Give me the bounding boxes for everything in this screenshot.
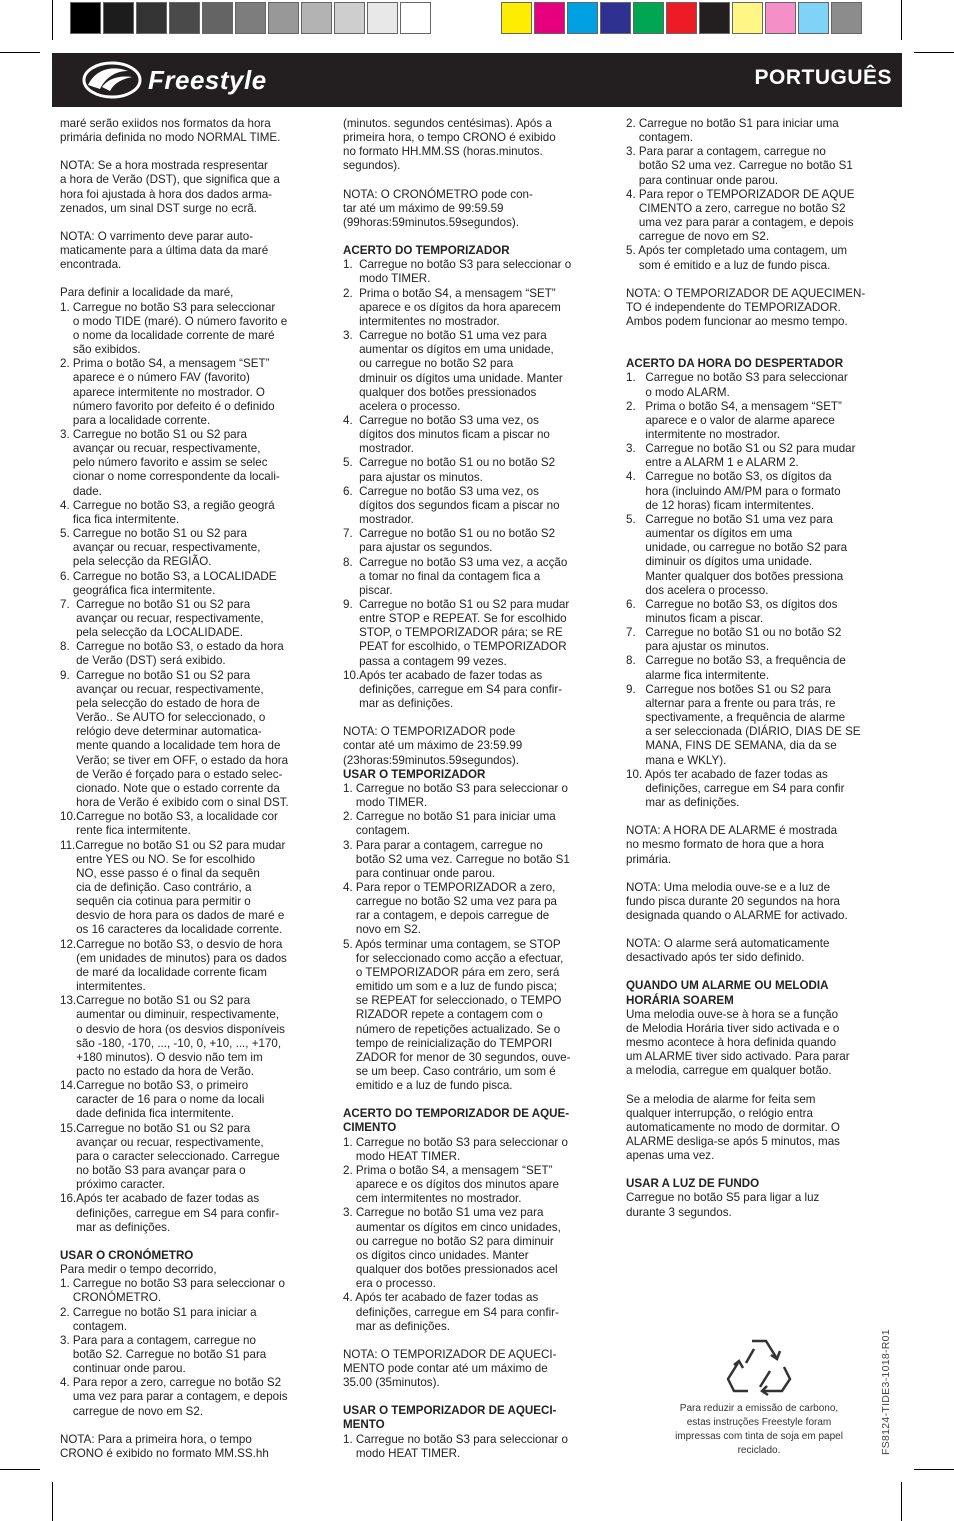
section-heading: USAR O TEMPORIZADOR [343,767,486,781]
paragraph: NOTA: O TEMPORIZADOR DE AQUECIMEN- TO é independente do TEMPORIZADOR. Ambos podem funcionar ao mesmo tempo. [626,286,866,329]
gray-swatch [70,2,101,34]
paragraph: NOTA: Para a primeira hora, o tempo CRONO é exibido no formato MM.SS.hh [60,1432,269,1460]
color-swatch [732,2,763,34]
paragraph-spacer [626,1163,894,1177]
recycle-notice [645,1335,873,1458]
paragraph-spacer [343,1390,611,1404]
paragraph: Para definir a localidade da maré, 1. Carregue no botão S3 para seleccionar o modo TIDE (maré). O número favorito e o nome da localidade corrente de maré são exibidos. 2. Prima o botão S4, a mensagem “SET” aparece e o número FAV (favorito) aparece intermitente no mostrador. O número favorito por defeito é o definido para a localidade corrente. 3. Carregue no botão S1 ou S2 para avançar ou recuar, respectivamente, pelo número favorito e assim se selec cionar o nome correspondente da locali- dade. 4. Carregue no botão S3, a região geográ fica fica intermitente. 5. Carregue no botão S1 ou S2 para avançar ou recuar, respectivamente, pela selecção da REGIÃO. 6. Carregue no botão S3, a LOCALIDADE geográfica fica intermitente. 7. Carregue no botão S1 ou S2 para avançar ou recuar, respectivamente, pela selecção da LOCALIDADE. 8. Carregue no botão S3, o estado da hora de Verão (DST) será exibido. 9. Carregue no botão S1 ou S2 para avançar ou recuar, respectivamente, pela selecção do estado de hora de Verão.. Se AUTO for seleccionado, o relógio deve determinar automatica- mente quando a localidade tem hora de Verão; se tiver em OFF, o estado da hora de Verão é forçado para o estado selec- cionado. Note que o estado corrente da hora de Verão é exibido com o sinal DST. 10.Carregue no botão S3, a localidade cor rente fica intermitente. 11.Carregue no botão S1 ou S2 para mudar entre YES ou NO. Se for escolhido NO, esse passo é o final da sequên cia de definição. Caso contrário, a sequên cia cotinua para permitir o desvio de hora para os dados de maré e os 16 caracteres da localidade corrente. 12.Carregue no botão S3, o desvio de hora (em unidades de minutos) para os dados de maré da localidade corrente ficam intermitentes. 13.Carregue no botão S1 ou S2 para aumentar ou diminuir, respectivamente, o desvio de hora (os desvios disponíveis são -180, -170, ..., -10, 0, +10, ..., +170, +180 minutos). O desvio não tem im pacto no estado da hora de Verão. 14.Carregue no botão S3, o primeiro caracter de 16 para o nome da locali dade definida fica intermitente. 15.Carregue no botão S1 ou S2 para avançar ou recuar, respectivamente, para o caracter seleccionado. Carregue no botão S3 para avançar para o próximo caracter. 16.Após ter acabado de fazer todas as definições, carregue em S4 para confir- mar as definições. [60,286,289,1234]
paragraph: 1. Carregue no botão S3 para seleccionar o modo HEAT TIMER. [343,1432,568,1460]
paragraph: 1. Carregue no botão S3 para seleccionar o modo TIMER. 2. Prima o botão S4, a mensagem “SET” aparece e os dígitos da hora aparecem intermitentes no mostrador. 3. Carregue no botão S1 uma vez para aumentar os dígitos em uma unidade, ou carregue no botão S2 para dminuir os dígitos uma unidade. Manter qualquer dos botões pressionados acelera o processo. 4. Carregue no botão S3 uma vez, os dígitos dos minutos ficam a piscar no mostrador. 5. Carregue no botão S1 ou no botão S2 para ajustar os minutos. 6. Carregue no botão S3 uma vez, os dígitos dos segundos ficam a piscar no mostrador. 7. Carregue no botão S1 ou no botão S2 para ajustar os segundos. 8. Carregue no botão S3 uma vez, a acção a tomar no final da contagem fica a piscar. 9. Carregue no botão S1 ou S2 para mudar entre STOP e REPEAT. Se for escolhido STOP, o TEMPORIZADOR pára; se RE PEAT for escolhido, o TEMPORIZADOR passa a contagem 99 vezes. 10.Após ter acabado de fazer todas as definições, carregue em S4 para confir- mar as definições. [343,258,572,711]
color-swatch [666,2,697,34]
section-heading: USAR O TEMPORIZADOR DE AQUECI- MENTO [343,1404,557,1432]
paragraph-spacer [626,810,894,824]
paragraph-spacer [626,343,894,357]
paragraph: NOTA: Uma melodia ouve-se e a luz de fundo pisca durante 20 segundos na hora designada quando o ALARME for activado. [626,880,848,922]
paragraph-spacer [626,273,894,287]
paragraph-spacer [626,923,894,937]
text-column-2 [343,117,611,1461]
section-heading: USAR A LUZ DE FUNDO [626,1177,760,1191]
gray-swatch [400,2,431,34]
paragraph: 1. Carregue no botão S3 para seleccionar o modo HEAT TIMER. 2. Prima o botão S4, a mensagem “SET” aparece e os dígitos dos minutos apare cem intermitentes no mostrador. 3. Carregue no botão S1 uma vez para aumentar os dígitos em cinco unidades, ou carregue no botão S2 para diminuir os dígitos cinco unidades. Manter qualquer dos botões pressionados acel era o processo. 4. Após ter acabado de fazer todas as definições, carregue em S4 para confir- mar as definições. [343,1135,568,1333]
gray-swatch [367,2,398,34]
gray-swatch [301,2,332,34]
gray-swatch [202,2,233,34]
color-swatch [633,2,664,34]
recycle-note-text: Para reduzir a emissão de carbono, estas instruções Freestyle foram impressas com tinta de soja em papel reciclado. [675,1403,843,1456]
paragraph-spacer [60,1419,328,1433]
crop-mark [52,1482,53,1521]
paragraph-spacer [60,145,328,159]
brand-name: Freestyle [148,64,267,95]
paragraph: NOTA: O TEMPORIZADOR DE AQUECI- MENTO pode contar até um máximo de 35.00 (35minutos). [343,1347,557,1390]
crop-mark [52,0,53,40]
color-swatch [534,2,565,34]
paragraph-spacer [60,1235,328,1249]
freestyle-logo [82,61,267,99]
section-heading: ACERTO DO TEMPORIZADOR [343,244,510,258]
grayscale-color-bar [70,2,433,36]
gray-swatch [235,2,266,34]
paragraph-spacer [626,1079,894,1093]
gray-swatch [136,2,167,34]
paragraph: Carregue no botão S5 para ligar a luz durante 3 segundos. [626,1191,820,1219]
paragraph: NOTA: O TEMPORIZADOR pode contar até um máximo de 23:59.99 (23horas:59minutos.59segundos). [343,725,523,767]
paragraph-spacer [626,965,894,979]
paragraph-spacer [343,711,611,725]
paragraph: Se a melodia de alarme for feita sem qualquer interrupção, o relógio entra automaticamente no modo de dormitar. O ALARME desliga-se após 5 minutos, mas apenas uma vez. [626,1092,840,1163]
section-heading: ACERTO DA HORA DO DESPERTADOR [626,357,844,371]
crop-mark [0,1469,40,1470]
paragraph: 2. Carregue no botão S1 para iniciar uma contagem. 3. Para parar a contagem, carregue no botão S2 uma vez. Carregue no botão S1 para continuar onde parou. 4. Para repor o TEMPORIZADOR DE AQUE CIMENTO a zero, carregue no botão S2 uma vez para parar a contagem, e depois carregue de novo em S2. 5. Após ter completado uma contagem, um som é emitido e a luz de fundo pisca. [626,117,855,272]
gray-swatch [268,2,299,34]
color-swatch [567,2,598,34]
freestyle-wave-icon [82,61,142,99]
color-swatch [600,2,631,34]
paragraph-spacer [343,1334,611,1348]
color-swatch [798,2,829,34]
text-column-1 [60,117,328,1461]
paragraph: NOTA: Se a hora mostrada respresentar a hora de Verão (DST), que significa que a hora foi ajustada à hora dos dados arma- zenados, um sinal DST surge no ecrã. [60,159,280,215]
gray-swatch [169,2,200,34]
crop-mark [914,1469,954,1470]
section-heading: QUANDO UM ALARME OU MELODIA HORÁRIA SOAREM [626,979,829,1007]
section-heading: USAR O CRONÓMETRO [60,1248,194,1262]
paragraph-spacer [343,1093,611,1107]
document-code: FS8124-TIDE3-1018-R01 [880,1329,892,1455]
crop-mark [901,0,902,40]
paragraph: (minutos. segundos centésimas). Após a primeira hora, o tempo CRONO é exibido no formato HH.MM.SS (horas.minutos. segundos). [343,117,556,173]
paragraph-spacer [626,867,894,881]
color-swatch [765,2,796,34]
paragraph: Uma melodia ouve-se à hora se a função de Melodia Horária tiver sido activada e o mesmo acontece à hora definida quando um ALARME tiver sido activado. Para parar a melodia, carregue em qualquer botão. [626,1007,850,1078]
crop-mark [901,1482,902,1521]
color-swatch [501,2,532,34]
paragraph: maré serão exiidos nos formatos da hora primária definida no modo NORMAL TIME. [60,117,281,145]
paragraph-spacer [60,272,328,286]
paragraph: Para medir o tempo decorrido, 1. Carregue no botão S3 para seleccionar o CRONÓMETRO. 2. Carregue no botão S1 para iniciar a contagem. 3. Para para a contagem, carregue no botão S2. Carregue no botão S1 para continuar onde parou. 4. Para repor a zero, carregue no botão S2 uma vez para parar a contagem, e depois carregue de novo em S2. [60,1263,288,1418]
paragraph: NOTA: O alarme será automaticamente desactivado após ter sido definido. [626,937,830,965]
text-column-3 [626,117,894,1220]
crop-mark [914,52,954,53]
recycle-icon [724,1335,794,1397]
paragraph-spacer [626,329,894,343]
paragraph-spacer [343,174,611,188]
color-swatch [699,2,730,34]
paragraph-spacer [343,230,611,244]
crop-mark [0,52,40,53]
section-heading: ACERTO DO TEMPORIZADOR DE AQUE- CIMENTO [343,1107,570,1135]
paragraph-spacer [60,216,328,230]
paragraph: 1. Carregue no botão S3 para seleccionar o modo ALARM. 2. Prima o botão S4, a mensagem “SET” aparece e o valor de alarme aparece intermitente no mostrador. 3. Carregue no botão S1 ou S2 para mudar entre a ALARM 1 e ALARM 2. 4. Carregue no botão S3, os dígitos da hora (incluindo AM/PM para o formato de 12 horas) ficam intermitentes. 5. Carregue no botão S1 uma vez para aumentar os dígitos em uma unidade, ou carregue no botão S2 para diminuir os dígitos uma unidade. Manter qualquer dos botões pressiona dos acelera o processo. 6. Carregue no botão S3, os dígitos dos minutos ficam a piscar. 7. Carregue no botão S1 ou no botão S2 para ajustar os minutos. 8. Carregue no botão S3, a frequência de alarme fica intermitente. 9. Carregue nos botões S1 ou S2 para alternar para a frente ou para trás, re spectivamente, a frequência de alarme a ser seleccionada (DIÁRIO, DIAS DE SE MANA, FINS DE SEMANA, dia da se mana e WKLY). 10. Após ter acabado de fazer todas as definições, carregue em S4 para confir mar as definições. [626,371,861,810]
paragraph: NOTA: O varrimento deve parar auto- maticamente para a última data da maré encontrada. [60,229,269,272]
gray-swatch [334,2,365,34]
color-swatch [831,2,862,34]
gray-swatch [103,2,134,34]
process-color-bar [501,2,864,36]
language-heading: PORTUGUÊS [754,66,892,89]
paragraph: NOTA: O CRONÓMETRO pode con- tar até um máximo de 99:59.59 (99horas:59minutos.59segundos). [343,187,533,229]
paragraph: NOTA: A HORA DE ALARME é mostrada no mesmo formato de hora que a hora primária. [626,824,838,866]
page-header [52,53,902,107]
paragraph: 1. Carregue no botão S3 para seleccionar o modo TIMER. 2. Carregue no botão S1 para iniciar uma contagem. 3. Para parar a contagem, carregue no botão S2 uma vez. Carregue no botão S1 para continuar onde parou. 4. Para repor o TEMPORIZADOR a zero, carregue no botão S2 uma vez para pa rar a contagem, e depois carregue de novo em S2. 5. Após terminar uma contagem, se STOP for seleccionado como acção a efectuar, o TEMPORIZADOR pára em zero, será emitido um som e a luz de fundo pisca; se REPEAT for seleccionado, o TEMPO RIZADOR repete a contagem com o número de repetições actualizado. Se o tempo de reinicialização do TEMPORI ZADOR for menor de 30 segundos, ouve- se um beep. Caso contrário, um som é emitido e a luz de fundo pisca. [343,781,571,1093]
